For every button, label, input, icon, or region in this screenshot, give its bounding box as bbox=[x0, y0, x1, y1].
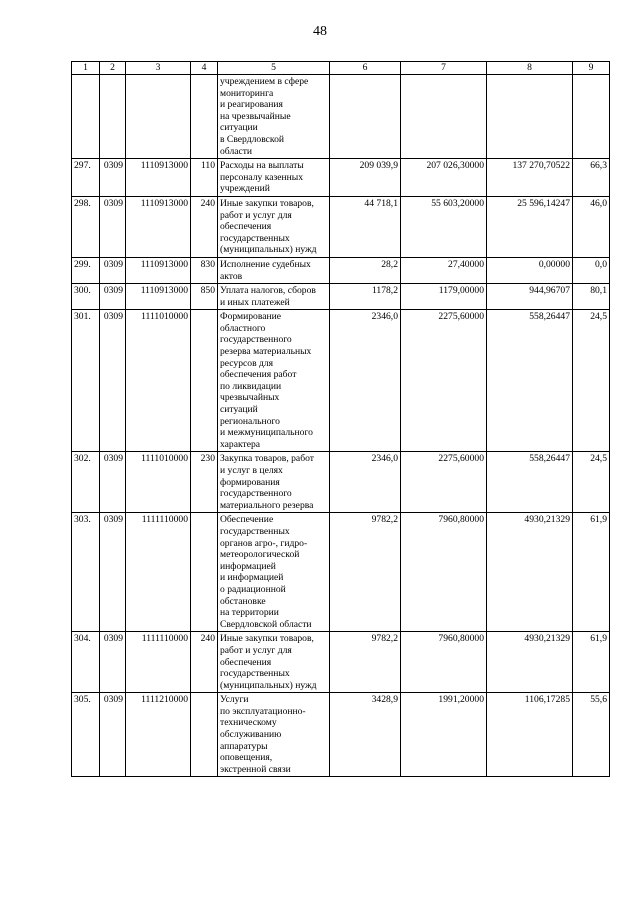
planned-amount: 3428,9 bbox=[330, 693, 401, 777]
executed-amount bbox=[487, 75, 573, 159]
section-code: 0309 bbox=[100, 513, 126, 632]
execution-percent bbox=[573, 75, 610, 159]
adjusted-amount: 27,40000 bbox=[401, 257, 487, 283]
adjusted-amount: 7960,80000 bbox=[401, 513, 487, 632]
budget-table bbox=[71, 61, 610, 777]
expense-type-code: 240 bbox=[191, 632, 218, 693]
row-number bbox=[72, 75, 100, 159]
section-code: 0309 bbox=[100, 196, 126, 257]
expense-type-code: 230 bbox=[191, 452, 218, 513]
row-number: 301. bbox=[72, 310, 100, 452]
item-name: Расходы на выплаты персоналу казенных учреждений bbox=[218, 159, 330, 197]
item-name: Уплата налогов, сборов и иных платежей bbox=[218, 284, 330, 310]
column-header: 4 bbox=[191, 62, 218, 75]
execution-percent: 80,1 bbox=[573, 284, 610, 310]
table-row bbox=[72, 75, 610, 159]
table-row bbox=[72, 513, 610, 632]
column-header: 6 bbox=[330, 62, 401, 75]
article-code: 1110913000 bbox=[126, 159, 191, 197]
planned-amount: 2346,0 bbox=[330, 310, 401, 452]
expense-type-code: 110 bbox=[191, 159, 218, 197]
item-name: Иные закупки товаров, работ и услуг для обеспечения государственных (муниципальных) нужд bbox=[218, 632, 330, 693]
executed-amount: 4930,21329 bbox=[487, 632, 573, 693]
section-code: 0309 bbox=[100, 693, 126, 777]
column-header: 5 bbox=[218, 62, 330, 75]
expense-type-code: 240 bbox=[191, 196, 218, 257]
executed-amount: 25 596,14247 bbox=[487, 196, 573, 257]
execution-percent: 24,5 bbox=[573, 310, 610, 452]
section-code: 0309 bbox=[100, 284, 126, 310]
executed-amount: 944,96707 bbox=[487, 284, 573, 310]
section-code bbox=[100, 75, 126, 159]
adjusted-amount: 2275,60000 bbox=[401, 452, 487, 513]
expense-type-code bbox=[191, 75, 218, 159]
execution-percent: 61,9 bbox=[573, 632, 610, 693]
planned-amount: 9782,2 bbox=[330, 632, 401, 693]
executed-amount: 558,26447 bbox=[487, 310, 573, 452]
item-name: Обеспечение государственных органов агро-, гидро- метеорологической информацией и информацией о радиационной обстановке на территории Свердловской области bbox=[218, 513, 330, 632]
section-code: 0309 bbox=[100, 452, 126, 513]
section-code: 0309 bbox=[100, 632, 126, 693]
row-number: 297. bbox=[72, 159, 100, 197]
column-header: 9 bbox=[573, 62, 610, 75]
row-number: 299. bbox=[72, 257, 100, 283]
adjusted-amount bbox=[401, 75, 487, 159]
table-row bbox=[72, 284, 610, 310]
row-number: 302. bbox=[72, 452, 100, 513]
table-row bbox=[72, 452, 610, 513]
article-code: 1110913000 bbox=[126, 284, 191, 310]
adjusted-amount: 7960,80000 bbox=[401, 632, 487, 693]
article-code: 1111110000 bbox=[126, 632, 191, 693]
planned-amount: 1178,2 bbox=[330, 284, 401, 310]
row-number: 305. bbox=[72, 693, 100, 777]
article-code: 1111010000 bbox=[126, 310, 191, 452]
table-row bbox=[72, 310, 610, 452]
column-header: 3 bbox=[126, 62, 191, 75]
table-row bbox=[72, 196, 610, 257]
row-number: 300. bbox=[72, 284, 100, 310]
table-row bbox=[72, 693, 610, 777]
table-row bbox=[72, 632, 610, 693]
execution-percent: 61,9 bbox=[573, 513, 610, 632]
expense-type-code bbox=[191, 310, 218, 452]
section-code: 0309 bbox=[100, 159, 126, 197]
item-name: Услуги по эксплуатационно- техническому обслуживанию аппаратуры оповещения, экстренной связи bbox=[218, 693, 330, 777]
expense-type-code: 850 bbox=[191, 284, 218, 310]
header-row bbox=[72, 62, 610, 75]
adjusted-amount: 207 026,30000 bbox=[401, 159, 487, 197]
planned-amount: 44 718,1 bbox=[330, 196, 401, 257]
execution-percent: 46,0 bbox=[573, 196, 610, 257]
planned-amount: 209 039,9 bbox=[330, 159, 401, 197]
planned-amount: 28,2 bbox=[330, 257, 401, 283]
expense-type-code bbox=[191, 693, 218, 777]
execution-percent: 66,3 bbox=[573, 159, 610, 197]
executed-amount: 0,00000 bbox=[487, 257, 573, 283]
planned-amount: 2346,0 bbox=[330, 452, 401, 513]
item-name: учреждением в сфере мониторинга и реагирования на чрезвычайные ситуации в Свердловской области bbox=[218, 75, 330, 159]
row-number: 303. bbox=[72, 513, 100, 632]
article-code: 1111110000 bbox=[126, 513, 191, 632]
article-code: 1110913000 bbox=[126, 257, 191, 283]
execution-percent: 0,0 bbox=[573, 257, 610, 283]
item-name: Формирование областного государственного резерва материальных ресурсов для обеспечения работ по ликвидации чрезвычайных ситуаций регионального и межмуниципального характера bbox=[218, 310, 330, 452]
expense-type-code: 830 bbox=[191, 257, 218, 283]
table-row bbox=[72, 257, 610, 283]
article-code bbox=[126, 75, 191, 159]
column-header: 2 bbox=[100, 62, 126, 75]
row-number: 298. bbox=[72, 196, 100, 257]
item-name: Иные закупки товаров, работ и услуг для обеспечения государственных (муниципальных) нужд bbox=[218, 196, 330, 257]
planned-amount: 9782,2 bbox=[330, 513, 401, 632]
item-name: Исполнение судебных актов bbox=[218, 257, 330, 283]
executed-amount: 4930,21329 bbox=[487, 513, 573, 632]
item-name: Закупка товаров, работ и услуг в целях формирования государственного материального резерва bbox=[218, 452, 330, 513]
execution-percent: 24,5 bbox=[573, 452, 610, 513]
executed-amount: 1106,17285 bbox=[487, 693, 573, 777]
planned-amount bbox=[330, 75, 401, 159]
table-row bbox=[72, 159, 610, 197]
row-number: 304. bbox=[72, 632, 100, 693]
section-code: 0309 bbox=[100, 257, 126, 283]
adjusted-amount: 1179,00000 bbox=[401, 284, 487, 310]
column-header: 8 bbox=[487, 62, 573, 75]
executed-amount: 137 270,70522 bbox=[487, 159, 573, 197]
column-header: 7 bbox=[401, 62, 487, 75]
adjusted-amount: 2275,60000 bbox=[401, 310, 487, 452]
adjusted-amount: 55 603,20000 bbox=[401, 196, 487, 257]
executed-amount: 558,26447 bbox=[487, 452, 573, 513]
article-code: 1110913000 bbox=[126, 196, 191, 257]
page-number: 48 bbox=[313, 24, 327, 39]
expense-type-code bbox=[191, 513, 218, 632]
article-code: 1111010000 bbox=[126, 452, 191, 513]
article-code: 1111210000 bbox=[126, 693, 191, 777]
section-code: 0309 bbox=[100, 310, 126, 452]
adjusted-amount: 1991,20000 bbox=[401, 693, 487, 777]
column-header: 1 bbox=[72, 62, 100, 75]
execution-percent: 55,6 bbox=[573, 693, 610, 777]
